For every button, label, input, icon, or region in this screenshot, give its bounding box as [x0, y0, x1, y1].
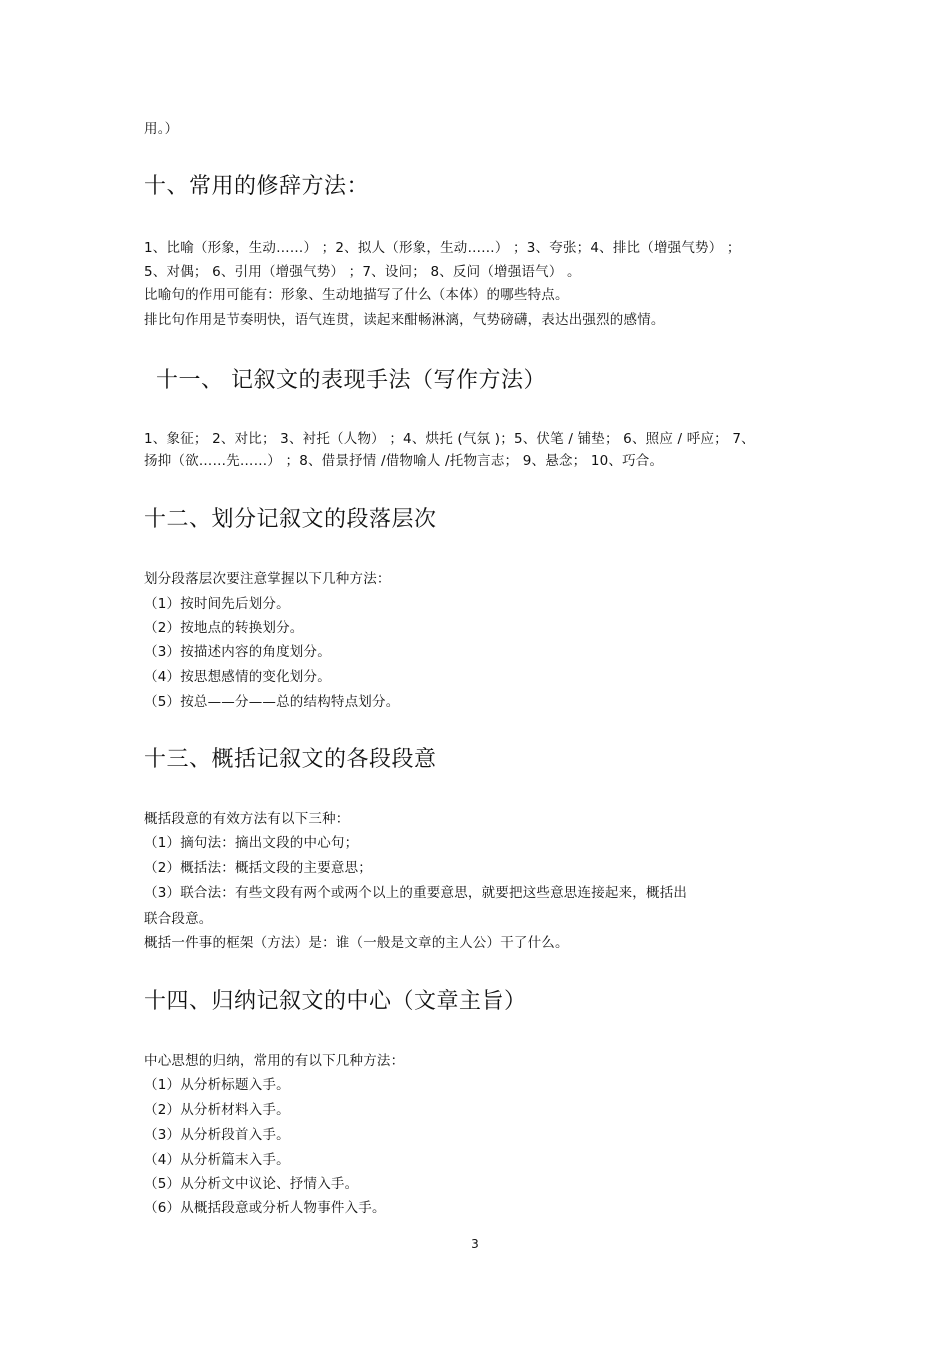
section-13-line: （3）联合法：有些文段有两个或两个以上的重要意思，就要把这些意思连接起来，概括出	[144, 885, 688, 901]
section-11-heading: 十一、 记叙文的表现手法（写作方法）	[156, 368, 546, 393]
section-14-line: （2）从分析材料入手。	[144, 1102, 290, 1118]
section-13-heading: 十三、概括记叙文的各段段意	[144, 747, 437, 772]
section-11-line: 1、象征； 2、对比； 3、衬托（人物） ；4、烘托 (气氛 )；5、伏笔 / 铺垫； 6、照应 / 呼应； 7、	[144, 431, 755, 447]
section-14-line: 中心思想的归纳，常用的有以下几种方法：	[144, 1053, 405, 1069]
section-12-line: （3）按描述内容的角度划分。	[144, 644, 331, 660]
section-14-line: （1）从分析标题入手。	[144, 1077, 290, 1093]
section-14-heading: 十四、归纳记叙文的中心（文章主旨）	[144, 989, 527, 1014]
page-number: 3	[471, 1237, 479, 1251]
section-14-line: （3）从分析段首入手。	[144, 1127, 290, 1143]
section-12-line: （1）按时间先后划分。	[144, 596, 290, 612]
section-10-heading: 十、常用的修辞方法：	[144, 174, 370, 199]
section-13-line: （1）摘句法：摘出文段的中心句；	[144, 835, 359, 851]
section-12-line: 划分段落层次要注意掌握以下几种方法：	[144, 571, 391, 587]
section-12-line: （4）按思想感情的变化划分。	[144, 669, 331, 685]
section-12-line: （2）按地点的转换划分。	[144, 620, 304, 636]
section-10-line: 5、对偶； 6、引用（增强气势） ；7、设问； 8、反问（增强语气） 。	[144, 264, 581, 280]
section-13-line: （2）概括法：概括文段的主要意思；	[144, 860, 372, 876]
section-14-line: （4）从分析篇末入手。	[144, 1152, 290, 1168]
section-10-line: 排比句作用是节奏明快，语气连贯，读起来酣畅淋漓，气势磅礴，表达出强烈的感情。	[144, 312, 665, 328]
section-14-line: （6）从概括段意或分析人物事件入手。	[144, 1200, 386, 1216]
section-12-heading: 十二、划分记叙文的段落层次	[144, 507, 437, 532]
section-13-line: 联合段意。	[144, 911, 213, 927]
continuation-text: 用。）	[144, 121, 179, 137]
section-13-line: 概括段意的有效方法有以下三种：	[144, 811, 350, 827]
section-10-line: 1、比喻（形象，生动……） ；2、拟人（形象，生动……） ；3、夸张；4、排比（增强气势） ；	[144, 240, 741, 256]
section-11-line: 扬抑（欲……先……） ；8、借景抒情 /借物喻人 /托物言志； 9、悬念； 10、巧合。	[144, 453, 664, 469]
section-14-line: （5）从分析文中议论、抒情入手。	[144, 1176, 359, 1192]
section-12-line: （5）按总——分——总的结构特点划分。	[144, 694, 400, 710]
section-10-line: 比喻句的作用可能有：形象、生动地描写了什么（本体）的哪些特点。	[144, 287, 569, 303]
section-13-line: 概括一件事的框架（方法）是：谁（一般是文章的主人公）干了什么。	[144, 935, 569, 951]
